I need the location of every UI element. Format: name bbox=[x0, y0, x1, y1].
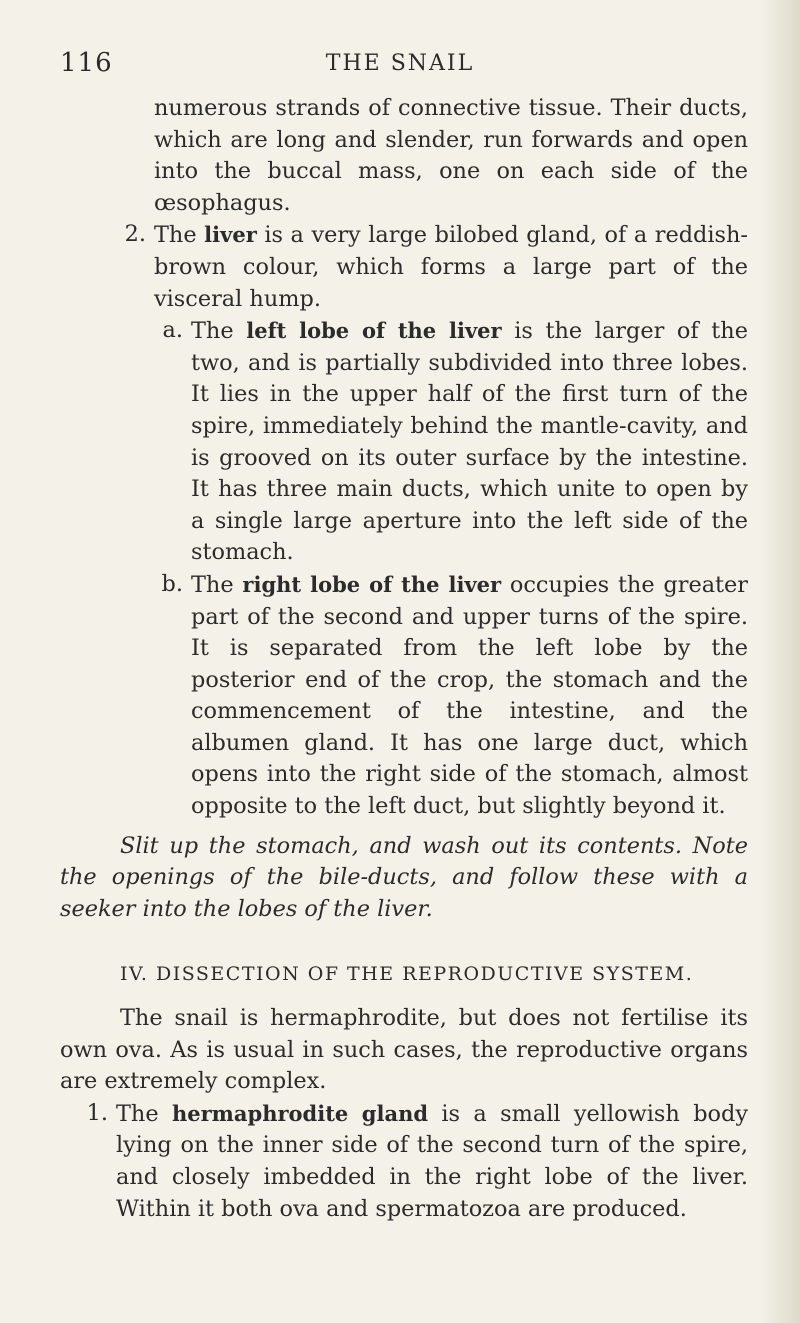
item-text: is a very large bilobed gland, of a reddish-brown colour, which forms a large part of the visceral hump. bbox=[154, 222, 748, 312]
bold-term: left lobe of the liver bbox=[246, 318, 502, 344]
page-body bbox=[60, 93, 748, 1225]
item-lead: The bbox=[191, 571, 243, 598]
bold-term: liver bbox=[204, 222, 257, 248]
item-text: is the larger of the two, and is partially subdivided into three lobes. It lies in the upper half of the first turn of the spire, immediately behind the mantle-cavity, and is grooved on its outer surface by the intestine. It has three main ducts, which unite to open by a single large aperture into the left side of the stomach. bbox=[191, 318, 748, 566]
page-edge-shadow bbox=[762, 0, 800, 1323]
item-lead: The bbox=[191, 318, 247, 345]
list-item-hermaphrodite-gland bbox=[60, 1098, 748, 1225]
list-letter: b. bbox=[161, 570, 183, 597]
list-item-liver bbox=[60, 219, 748, 315]
page-number: 116 bbox=[60, 48, 113, 78]
list-item-right-lobe bbox=[60, 569, 748, 823]
item-text: occupies the greater part of the second and upper turns of the spire. It is separated from the left lobe by the posterior end of the crop, the stomach and the commencement of the intestine, and the albumen gland. It has one large duct, which opens into the right side of the stomach, almost opposite to the left duct, but slightly beyond it. bbox=[191, 571, 749, 820]
list-item-left-lobe bbox=[60, 315, 748, 569]
section-paragraph: The snail is hermaphrodite, but does not fertilise its own ova. As is usual in such cases, the reproductive organs are extremely complex. bbox=[60, 1005, 748, 1095]
item-lead: The bbox=[154, 222, 205, 249]
list-number: 1. bbox=[86, 1099, 108, 1126]
section-heading: IV. DISSECTION OF THE REPRODUCTIVE SYSTEM. bbox=[120, 963, 694, 986]
list-letter: a. bbox=[162, 317, 183, 344]
bold-term: right lobe of the liver bbox=[242, 571, 502, 597]
bold-term: hermaphrodite gland bbox=[171, 1100, 429, 1126]
running-head: THE SNAIL bbox=[325, 51, 475, 76]
page-header bbox=[0, 48, 800, 82]
dissection-instruction: Slit up the stomach, and wash out its contents. Note the openings of the bile-ducts, and follow these with a seeker into the lobes of the liver. bbox=[60, 832, 748, 922]
list-number: 2. bbox=[124, 221, 146, 248]
item-lead: The bbox=[116, 1100, 172, 1127]
continued-paragraph: numerous strands of connective tissue. Their ducts, which are long and slender, run forwards and open into the buccal mass, one on each side of the œsophagus. bbox=[154, 95, 748, 216]
item-text: is a small yellowish body lying on the inner side of the second turn of the spire, and closely imbedded in the right lobe of the liver. Within it both ova and spermatozoa are produced. bbox=[116, 1100, 748, 1222]
